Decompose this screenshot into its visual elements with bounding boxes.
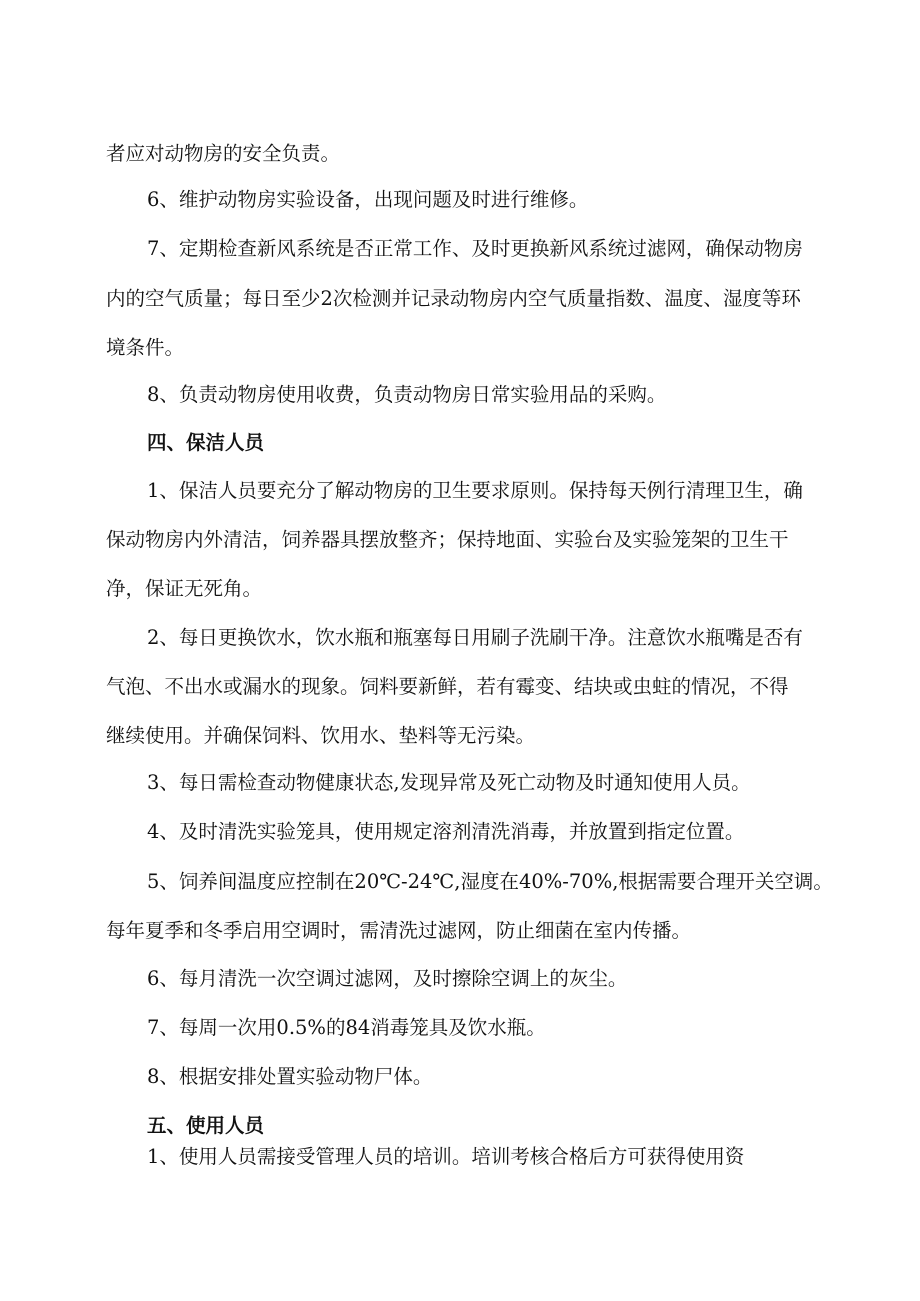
list-item-2: 2、每日更换饮水，饮水瓶和瓶塞每日用刷子洗刷干净。注意饮水瓶嘴是否有 bbox=[147, 626, 803, 649]
list-item-6: 6、维护动物房实验设备，出现问题及时进行维修。 bbox=[147, 188, 589, 211]
list-item-1: 1、保洁人员要充分了解动物房的卫生要求原则。保持每天例行清理卫生，确 bbox=[147, 479, 803, 502]
list-item-5: 5、饲养间温度应控制在20℃-24℃,湿度在40%-70%,根据需要合理开关空调。 bbox=[147, 870, 833, 893]
section-heading-users: 五、使用人员 bbox=[147, 1114, 265, 1137]
list-item-8: 8、负责动物房使用收费，负责动物房日常实验用品的采购。 bbox=[147, 383, 667, 406]
list-item-3: 3、每日需检查动物健康状态,发现异常及死亡动物及时通知使用人员。 bbox=[147, 771, 751, 794]
section-heading-cleaning-staff: 四、保洁人员 bbox=[147, 431, 265, 454]
list-item-1-users: 1、使用人员需接受管理人员的培训。培训考核合格后方可获得使用资 bbox=[147, 1145, 745, 1168]
list-item-8-cleaning: 8、根据安排处置实验动物尸体。 bbox=[147, 1065, 433, 1088]
paragraph-line: 继续使用。并确保饲料、饮用水、垫料等无污染。 bbox=[106, 724, 536, 747]
paragraph-line: 气泡、不出水或漏水的现象。饲料要新鲜，若有霉变、结块或虫蛀的情况，不得 bbox=[106, 675, 789, 698]
list-item-7: 7、定期检查新风系统是否正常工作、及时更换新风系统过滤网，确保动物房 bbox=[147, 237, 803, 260]
list-item-7-cleaning: 7、每周一次用0.5%的84消毒笼具及饮水瓶。 bbox=[147, 1016, 546, 1039]
paragraph-line: 者应对动物房的安全负责。 bbox=[106, 142, 341, 165]
list-item-4: 4、及时清洗实验笼具，使用规定溶剂清洗消毒，并放置到指定位置。 bbox=[147, 820, 745, 843]
list-item-6-cleaning: 6、每月清洗一次空调过滤网，及时擦除空调上的灰尘。 bbox=[147, 967, 628, 990]
paragraph-line: 内的空气质量；每日至少2次检测并记录动物房内空气质量指数、温度、湿度等环 bbox=[106, 287, 801, 310]
paragraph-line: 保动物房内外清洁，饲养器具摆放整齐；保持地面、实验台及实验笼架的卫生干 bbox=[106, 528, 789, 551]
paragraph-line: 境条件。 bbox=[106, 336, 185, 359]
paragraph-line: 净，保证无死角。 bbox=[106, 577, 263, 600]
paragraph-line: 每年夏季和冬季启用空调时，需清洗过滤网，防止细菌在室内传播。 bbox=[106, 919, 692, 942]
